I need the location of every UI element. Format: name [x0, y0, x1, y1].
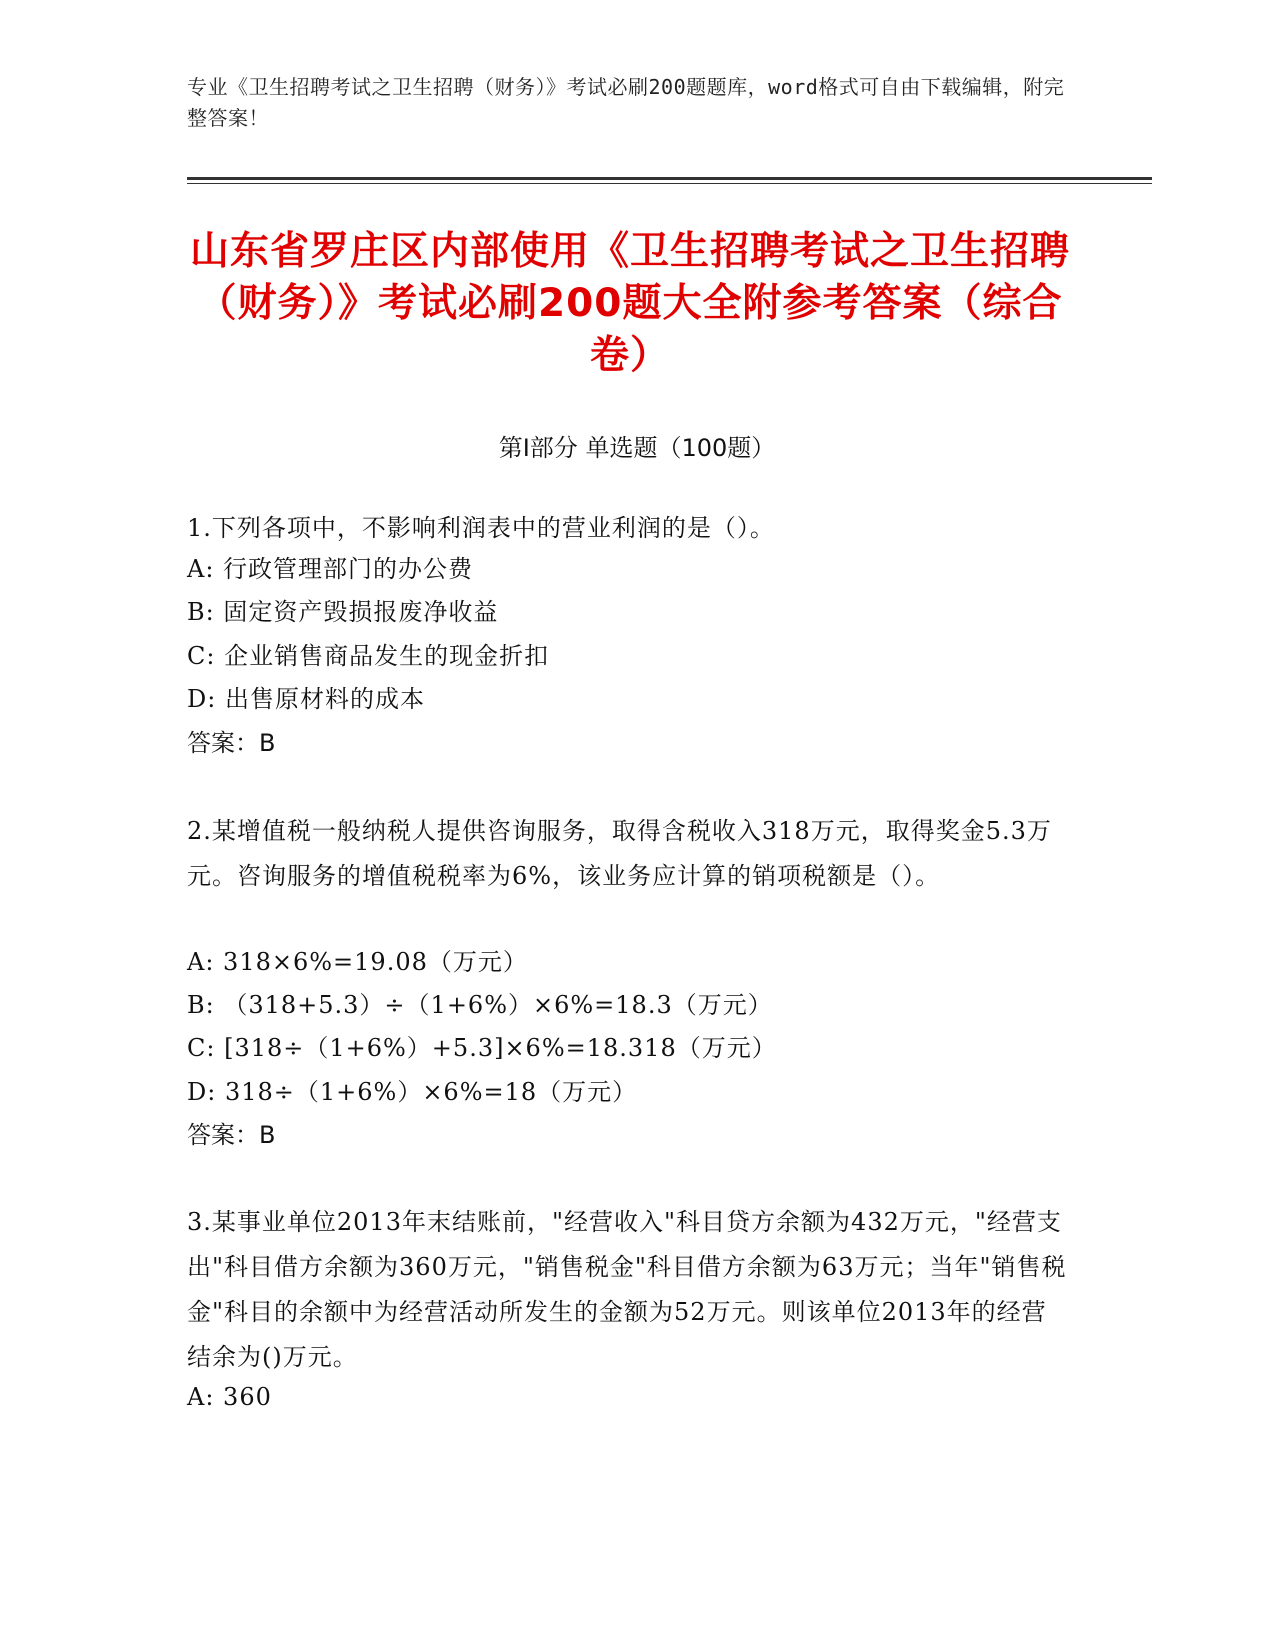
question-2-answer: 答案：B	[187, 1121, 276, 1149]
header-divider-thin	[187, 183, 1152, 184]
question-1-option-d: D: 出售原材料的成本	[187, 685, 425, 713]
header-note: 专业《卫生招聘考试之卫生招聘（财务）》考试必刷200题题库，word格式可自由下载编辑，附完整答案！	[187, 75, 1065, 130]
question-1-option-b: B: 固定资产毁损报废净收益	[187, 598, 499, 626]
question-1-option-a: A: 行政管理部门的办公费	[187, 555, 474, 583]
question-1-option-c: C: 企业销售商品发生的现金折扣	[187, 642, 550, 670]
question-2-option-b: B: （318+5.3）÷（1+6%）×6%=18.3（万元）	[187, 991, 773, 1019]
section-title: 第Ⅰ部分 单选题（100题）	[498, 434, 776, 462]
question-2-option-a: A: 318×6%=19.08（万元）	[187, 948, 528, 976]
question-3-text: 3.某事业单位2013年末结账前，"经营收入"科目贷方余额为432万元，"经营支出"科目借方余额为360万元，"销售税金"科目借方余额为63万元；当年"销售税金"科目的余额中为经营活动所发生的金额为52万元。则该单位2013年的经营结余为()万元。	[187, 1208, 1067, 1371]
question-3-option-a: A: 360	[187, 1383, 272, 1411]
question-2-text: 2.某增值税一般纳税人提供咨询服务，取得含税收入318万元，取得奖金5.3万元。咨询服务的增值税税率为6%，该业务应计算的销项税额是（）。	[187, 817, 1052, 890]
document-title: 山东省罗庄区内部使用《卫生招聘考试之卫生招聘（财务）》考试必刷200题大全附参考答案（综合卷）	[189, 229, 1070, 378]
header-divider	[187, 177, 1152, 180]
question-2-option-d: D: 318÷（1+6%）×6%=18（万元）	[187, 1078, 638, 1106]
question-2-option-c: C: [318÷（1+6%）+5.3]×6%=18.318（万元）	[187, 1034, 777, 1062]
question-1-answer: 答案：B	[187, 729, 276, 757]
question-1-text: 1.下列各项中，不影响利润表中的营业利润的是（）。	[187, 514, 775, 542]
